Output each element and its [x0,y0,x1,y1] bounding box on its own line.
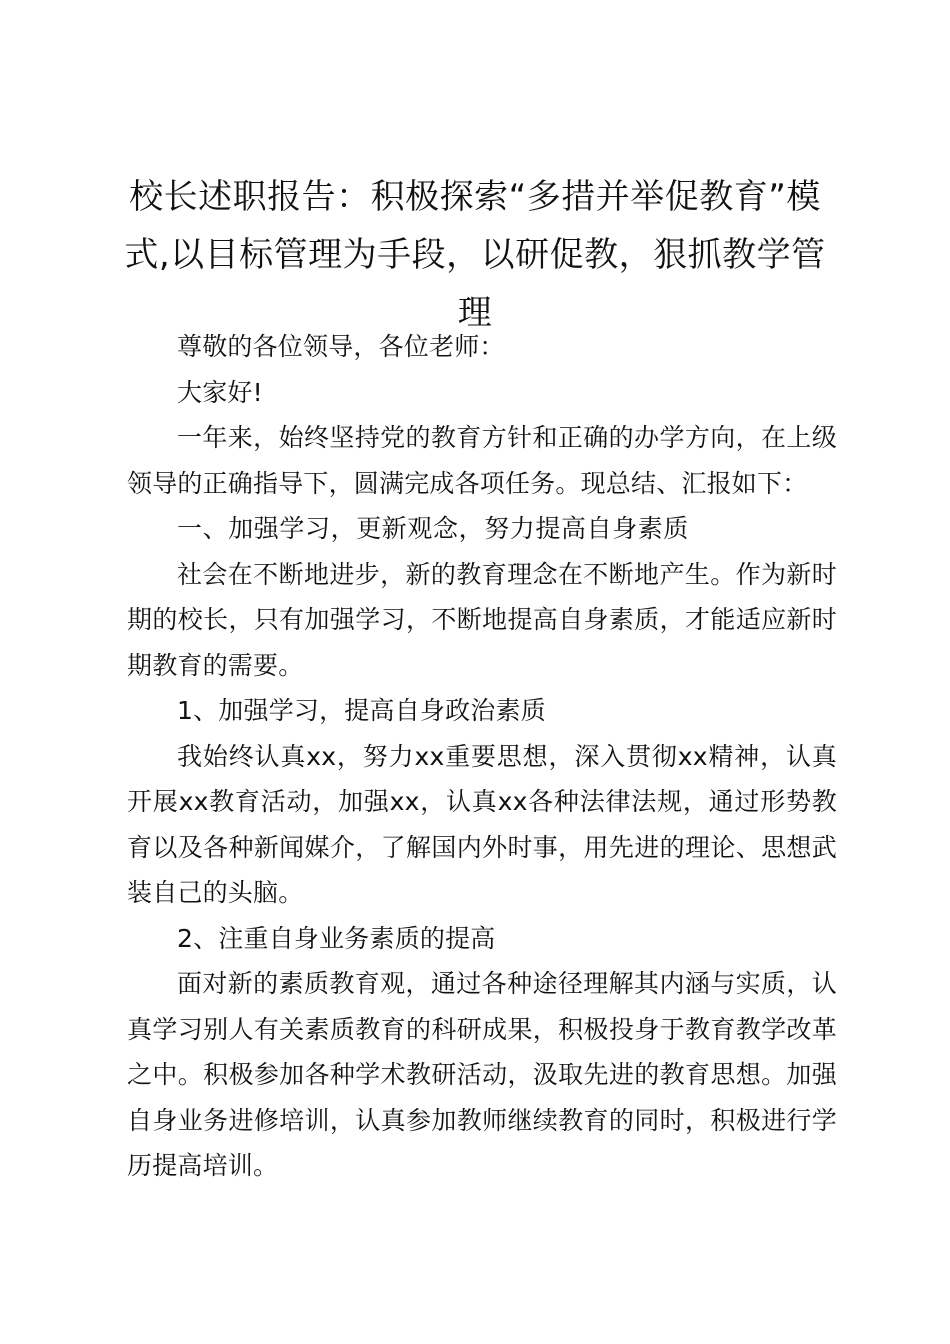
document-body [127,324,837,1189]
greeting: 大家好! [177,377,263,407]
salutation: 尊敬的各位领导，各位老师： [177,332,505,361]
intro-paragraph: 一年来，始终坚持党的教育方针和正确的办学方向，在上级领导的正确指导下，圆满完成各项任务。现总结、汇报如下： [127,423,837,498]
subsection-1-paragraph: 我始终认真xx，努力xx重要思想，深入贯彻xx精神，认真开展xx教育活动，加强xx，认真xx各种法律法规，通过形势教育以及各种新闻媒介，了解国内外时事，用先进的理论、思想武装自己的头脑。 [127,741,837,907]
section-heading-1: 一、加强学习，更新观念，努力提高自身素质 [177,514,690,543]
subsection-2-paragraph: 面对新的素质教育观，通过各种途径理解其内涵与实质，认真学习别人有关素质教育的科研成果，积极投身于教育教学改革之中。积极参加各种学术教研活动，汲取先进的教育思想。加强自身业务进修培训，认真参加教师继续教育的同时，积极进行学历提高培训。 [127,969,837,1180]
subheading-2: 2、注重自身业务素质的提高 [177,923,496,953]
document-title: 校长述职报告：积极探索“多措并举促教育”模式,以目标管理为手段，以研促教，狠抓教学管理 [124,177,826,333]
subheading-1: 1、加强学习，提高自身政治素质 [177,696,546,725]
section-1-paragraph: 社会在不断地进步，新的教育理念在不断地产生。作为新时期的校长，只有加强学习，不断地提高自身素质，才能适应新时期教育的需要。 [127,559,837,680]
